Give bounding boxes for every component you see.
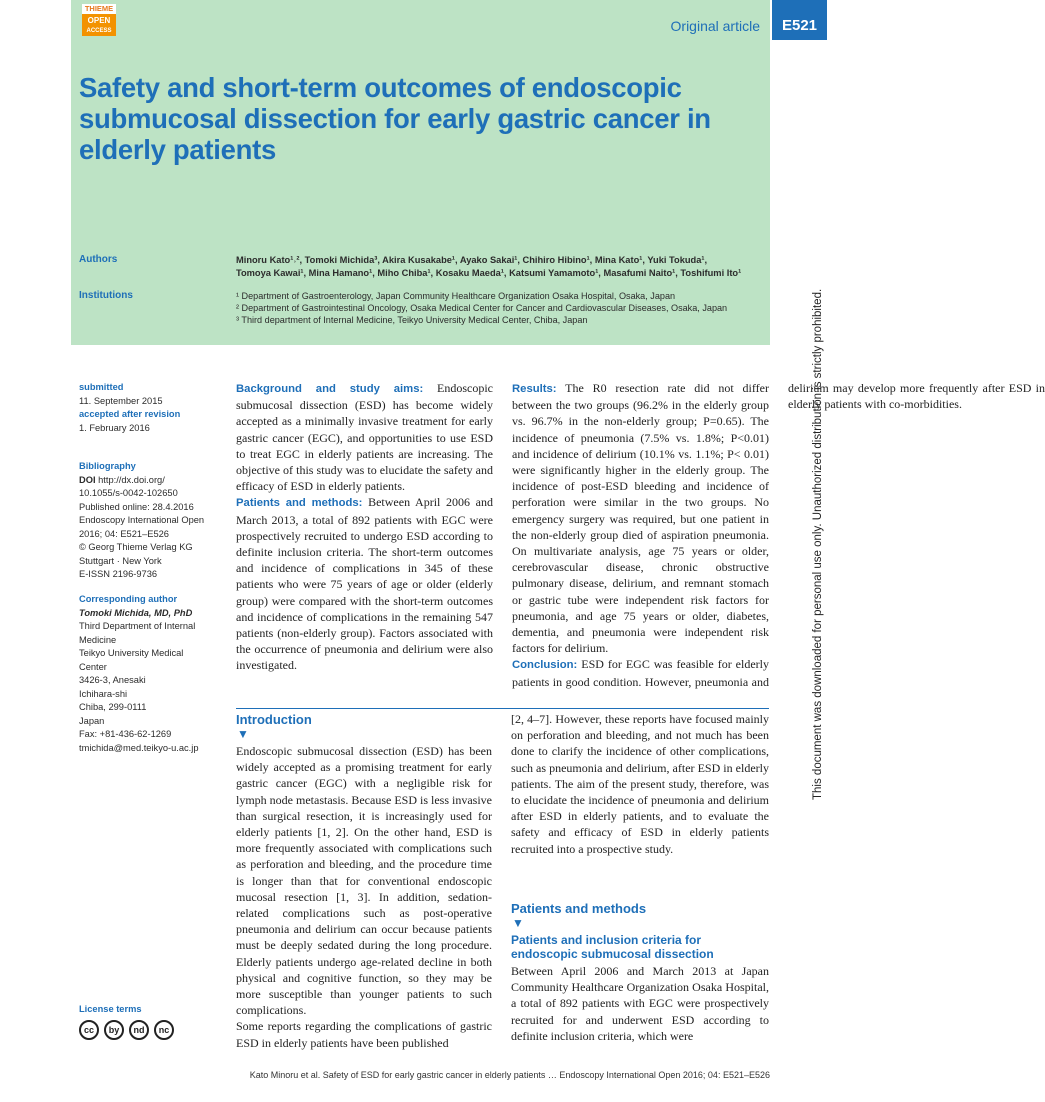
doi-label: DOI [79,474,96,485]
abstract-methods [236,494,493,673]
logo-badge [82,14,116,36]
institution-line: ² Department of Gastrointestinal Oncology, Osaka Medical Center for Cancer and Cardiovascular Diseases, Osaka, Japan [236,303,728,313]
triangle-icon: ▼ [237,727,249,741]
abstract-results [512,380,769,656]
intro-paragraph: [2, 4–7]. However, these reports have focused mainly on perforation and bleeding, and not much has been done to clarify the incidence of other complications, such as pneumonia and delirium, after ESD in elderly patients. The aim of the present study, therefore, was to elucidate the incidence of pneumonia and delirium after ESD in elderly patients, and to evaluate the safety and efficacy of ESD in elderly patients recruited into a prospective study. [511,712,769,856]
address-line: Ichihara-shi [79,688,128,699]
email-link[interactable]: tmichida@med.teikyo-u.ac.jp [79,742,199,753]
background-label: Background and study aims: [236,383,424,395]
intro-column-right [511,711,769,857]
methods-heading: Patients and methods [511,901,647,916]
accepted-label: accepted after revision [79,409,181,419]
license-label: License terms [79,1004,142,1014]
institution-line: ¹ Department of Gastroenterology, Japan Community Healthcare Organization Osaka Hospital, Osaka, Japan [236,291,676,301]
results-text: The R0 resection rate did not differ between the two groups (96.2% in the elderly group vs. 96.7% in the non-elderly group; P=0.65). The incidence of pneumonia (7.5% vs. 1.8%; P<0.01) and incidence of delirium (10.1% vs. 1.1%; P< 0.01) were significantly higher in the elderly group. The incidence of post-ESD bleeding and incidence of perforation were similar in the two groups. No emergency surgery was required, but one patient in the non-elderly group died of aspiration pneumonia. On multivariate analysis, age 75 years or older, cerebrovascular disease, chronic obstructive pulmonary disease, delirium, and remnant stomach or gastric tube were independent risk factors for pneumonia, and age 75 years or older, diabetes, dementia, and pneumonia were independent risk factors for delirium. [512,381,769,656]
thieme-open-access-logo [82,4,116,36]
methods-text [511,963,769,1044]
methods-text: Between April 2006 and March 2013, a total of 892 patients with EGC were prospectively recruited to undergo ESD according to definite inclusion criteria. The short-term outcomes and incidence of complications in 345 of these patients who were 75 years of age or older (elderly group) were compared with the short-term outcomes and incidence of complications in the remaining 547 patients (non-elderly group). Factors associated with the occurrence of pneumonia and delirium were also investigated. [236,495,494,673]
corresponding-name: Tomoki Michida, MD, PhD [79,607,193,618]
address-line: Chiba, 299-0111 [79,702,147,712]
article-history [79,381,219,435]
conclusion-text: ESD for EGC was feasible for elderly patients in good condition. However, pneumonia and delirium may develop more frequently after ESD in elderly patients with co-morbidities. [512,381,1045,689]
accepted-date: 1. February 2016 [79,422,150,433]
author-line: Minoru Kato¹˒², Tomoki Michida³, Akira Kusakabe¹, Ayako Sakai¹, Chihiro Hibino¹, Mina Kato¹, Yuki Tokuda¹, [236,255,708,265]
cc-by-icon[interactable]: by [104,1020,124,1040]
intro-column-left [236,743,492,1051]
address-line: 3426-3, Anesaki [79,675,146,685]
logo-line2: OPEN [87,16,111,25]
author-list [236,254,771,280]
submitted-label: submitted [79,382,124,392]
logo-line3: ACCESS [86,28,112,34]
cc-nc-icon[interactable]: nc [154,1020,174,1040]
corresponding-label: Corresponding author [79,594,178,604]
eissn: E-ISSN 2196-9736 [79,569,158,579]
article-title: Safety and short-term outcomes of endoscopic submucosal dissection for early gastric cancer in elderly patients [79,72,711,165]
distribution-notice: This document was downloaded for personal use only. Unauthorized distribution is strictly prohibited. [812,288,824,800]
intro-paragraph: Endoscopic submucosal dissection (ESD) has been widely accepted as a promising treatment for early gastric cancer (EGC) with a negligible risk for lymph node metastasis. Because ESD is less invasive than surgical resection, it is increasingly used for elderly patients [1, 2]. On the other hand, ESD is more frequently associated with complications such as perforation and bleeding, and the procedure time is longer than that for conventional endoscopic mucosal resection [1, 3]. In addition, sedation-related complications such as post-operative pneumonia and delirium can occur because patients must be deeply sedated during the long procedure. Elderly patients undergo age-related decline in both physical and cognitive function, so they may be more susceptible than younger patients to such complications. [236,744,492,1018]
background-text: Endoscopic submucosal dissection (ESD) has become widely accepted as a minimally invasive treatment for early gastric cancer (EGC), and opportunities to use ESD to treat EGC in elderly patients are increasing. The objective of this study was to elucidate the safety and efficacy of ESD in elderly patients. [236,381,494,494]
fax-number: Fax: +81-436-62-1269 [79,729,172,739]
bibliography-label: Bibliography [79,461,136,471]
logo-line1: THIEME [82,4,116,14]
address-line: Japan [79,715,105,726]
address-line: Center [79,661,107,672]
methods-label: Patients and methods: [236,497,363,510]
journal-issue: 2016; 04: E521–E526 [79,528,169,539]
doi-link[interactable]: http://dx.doi.org/ [98,474,165,485]
conclusion-label: Conclusion: [512,659,578,672]
institution-line: ³ Third department of Internal Medicine, Teikyo University Medical Center, Chiba, Japan [236,315,588,325]
address-line: Third Department of Internal [79,621,196,631]
institutions-label: Institutions [79,290,133,301]
published-date: Published online: 28.4.2016 [79,501,194,512]
submitted-date: 11. September 2015 [79,395,163,406]
intro-paragraph: Some reports regarding the complications of gastric ESD in elderly patients have been published [236,1019,492,1050]
section-label: Original article [670,18,760,34]
publisher-location: Stuttgart · New York [79,555,162,566]
journal-name: Endoscopy International Open [79,515,205,525]
bibliography [79,460,219,582]
introduction-heading: Introduction [236,712,312,727]
abstract-background [236,380,493,494]
page-footer: Kato Minoru et al. Safety of ESD for early gastric cancer in elderly patients … Endoscopy International Open 2016; 04: E521–E526 [249,1070,770,1080]
institution-list [236,290,771,326]
results-label: Results: [512,383,557,395]
methods-paragraph: Between April 2006 and March 2013 at Japan Community Healthcare Organization Osaka Hospital, a total of 892 patients with EGC were prospectively recruited for and underwent ESD according to definite inclusion criteria, which were [511,964,769,1043]
address-line: Teikyo University Medical [79,648,184,658]
methods-subheading: Patients and inclusion criteria for endoscopic submucosal dissection [511,933,714,961]
license [79,1003,219,1017]
author-line: Tomoya Kawai¹, Mina Hamano¹, Miho Chiba¹, Kosaku Maeda¹, Katsumi Yamamoto¹, Masafumi Naito¹, Toshifumi Ito¹ [236,268,742,278]
section-divider [236,708,769,709]
authors-label: Authors [79,254,118,265]
address-line: Medicine [79,634,117,645]
doi-value[interactable]: 10.1055/s-0042-102650 [79,488,178,498]
cc-nd-icon[interactable]: nd [129,1020,149,1040]
corresponding-author [79,593,219,755]
page-number: E521 [781,17,818,34]
copyright: © Georg Thieme Verlag KG [79,542,193,552]
triangle-icon: ▼ [512,916,524,930]
cc-icon[interactable]: cc [79,1020,99,1040]
